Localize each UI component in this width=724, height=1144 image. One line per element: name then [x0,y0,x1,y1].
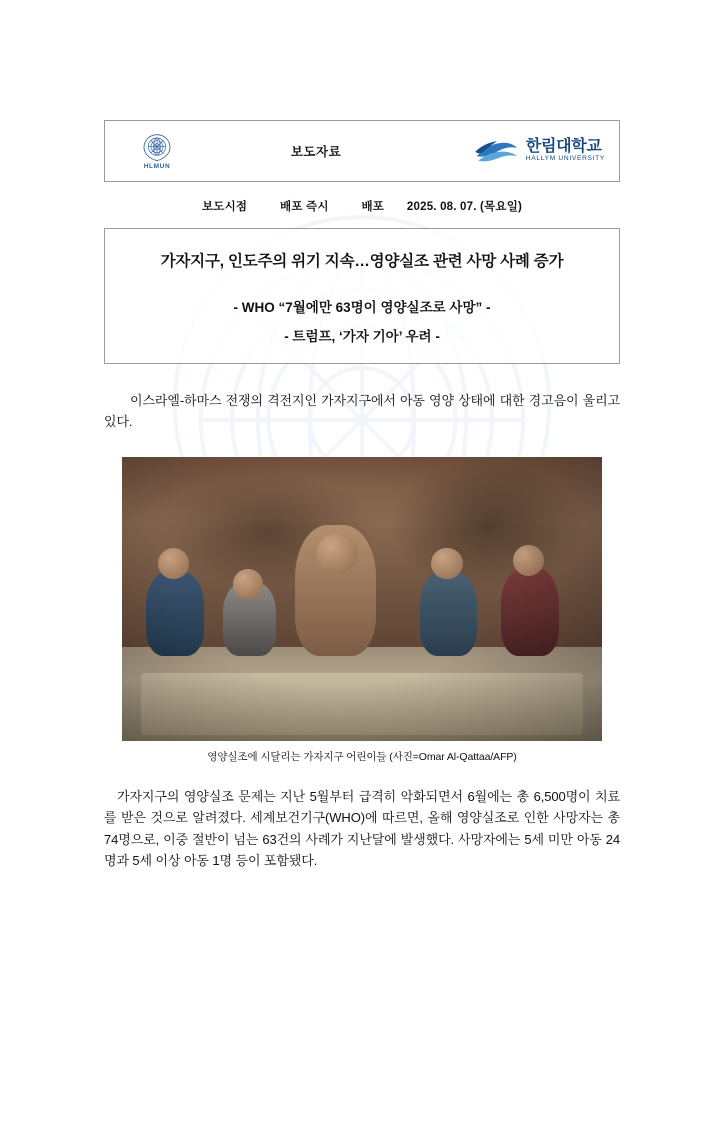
dateline [104,198,620,214]
news-photo [122,457,602,741]
distribution-label: 배포 [361,201,385,213]
release-time-label: 보도시점 [201,201,248,213]
hallym-english-name: HALLYM UNIVERSITY [525,154,605,162]
hallym-wave-icon [474,136,520,166]
release-time-value: 배포 즉시 [280,201,329,213]
document-page [0,120,724,872]
document-header [104,120,620,182]
hlmun-logo-text: HLMUN [143,163,171,170]
hlmun-logo [119,132,195,170]
figure [104,457,620,764]
figure-caption: 영양실조에 시달리는 가자지구 어린이들 (사진=Omar Al-Qattaa/AFP) [207,750,517,763]
hallym-korean-name: 한림대학교 [525,138,602,156]
headline-sub-1: - WHO “7월에만 63명이 영양실조로 사망” - [233,300,491,315]
distribution-value: 2025. 08. 07. (목요일) [406,201,523,213]
title-box [104,228,620,364]
photo-vignette [122,457,602,741]
headline-sub-2: - 트럼프, ‘가자 기아’ 우려 - [284,329,440,344]
un-emblem-icon [140,132,174,162]
body-paragraph: 가자지구의 영양실조 문제는 지난 5월부터 급격히 악화되면서 6월에는 총 6,500명이 치료를 받은 것으로 알려졌다. 세계보건기구(WHO)에 따르면, 올해 영양실조로 인한 사망자는 총 74명으로, 이중 절반이 넘는 63건의 사례가 지난달에 발생했다. 사망자에는 5세 미만 아동 24명과 5세 이상 아동 1명 등이 포함됐다. [104,788,620,869]
hallym-logo [437,136,605,166]
lead-paragraph: 이스라엘-하마스 전쟁의 격전지인 가자지구에서 아동 영양 상태에 대한 경고음이 울리고 있다. [104,393,620,430]
header-center-title: 보도자료 [290,145,342,159]
hallym-logo-names [526,139,605,163]
headline-main: 가자지구, 인도주의 위기 지속…영양실조 관련 사망 사례 증가 [160,253,564,270]
